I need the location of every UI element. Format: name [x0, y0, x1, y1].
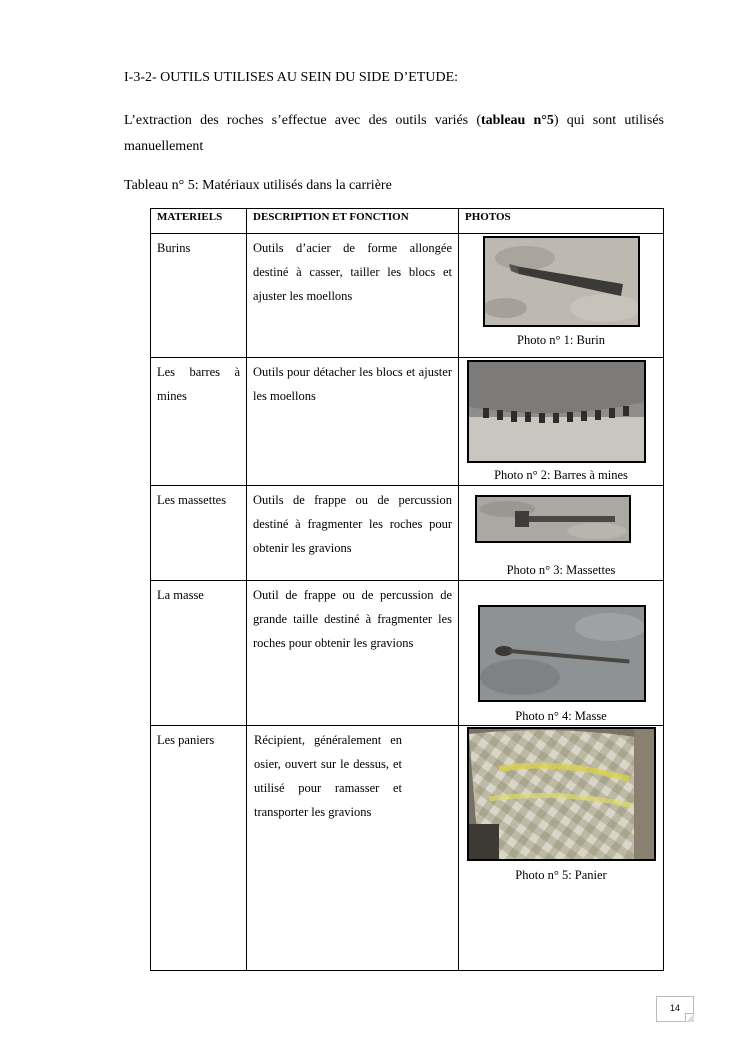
description-cell: Outils de frappe ou de percussion destiné à fragmenter les roches pour obtenir les gravions	[247, 486, 459, 581]
burin-photo	[483, 236, 640, 327]
intro-text-after: ) qui sont utilisés manuellement	[124, 113, 664, 154]
table-header-row	[151, 209, 664, 234]
table-row	[151, 358, 664, 486]
description-cell: Outil de frappe ou de percussion de grande taille destiné à fragmenter les roches pour obtenir les gravions	[247, 581, 459, 726]
intro-paragraph	[124, 108, 664, 160]
material-cell: Les massettes	[151, 486, 247, 581]
intro-text-before: L’extraction des roches s’effectue avec des outils variés (	[124, 113, 481, 128]
panier-photo	[467, 727, 656, 861]
photo-cell	[459, 358, 664, 486]
photo-caption: Photo n° 4: Masse	[515, 709, 607, 723]
table-row	[151, 726, 664, 971]
photo-caption: Photo n° 2: Barres à mines	[494, 468, 628, 482]
materials-table	[150, 208, 664, 971]
header-description: DESCRIPTION ET FONCTION	[247, 209, 459, 234]
section-heading: I-3-2- OUTILS UTILISES AU SEIN DU SIDE D’ETUDE:	[124, 70, 459, 85]
photo-cell	[459, 234, 664, 358]
description-cell: Récipient, généralement en osier, ouvert sur le dessus, et utilisé pour ramasser et transporter les gravions	[247, 726, 459, 971]
material-cell: Les barres à mines	[151, 358, 247, 486]
barres-photo	[467, 360, 646, 463]
table-row	[151, 581, 664, 726]
masse-photo	[478, 605, 646, 702]
photo-caption: Photo n° 3: Massettes	[506, 563, 616, 577]
material-cell: Les paniers	[151, 726, 247, 971]
description-cell: Outils d’acier de forme allongée destiné à casser, tailler les blocs et ajuster les moellons	[247, 234, 459, 358]
photo-caption: Photo n° 1: Burin	[517, 333, 605, 347]
page-number: 14	[656, 996, 694, 1022]
table-row	[151, 486, 664, 581]
intro-table-ref: tableau n°5	[480, 113, 554, 128]
material-cell: Burins	[151, 234, 247, 358]
photo-cell	[459, 726, 664, 971]
photo-cell	[459, 581, 664, 726]
header-photos: PHOTOS	[459, 209, 664, 234]
material-cell: La masse	[151, 581, 247, 726]
photo-cell	[459, 486, 664, 581]
header-materiels: MATERIELS	[151, 209, 247, 234]
description-cell: Outils pour détacher les blocs et ajuster les moellons	[247, 358, 459, 486]
table-row	[151, 234, 664, 358]
massettes-photo	[475, 495, 631, 543]
photo-caption: Photo n° 5: Panier	[515, 868, 607, 882]
table-caption: Tableau n° 5: Matériaux utilisés dans la carrière	[124, 178, 392, 193]
